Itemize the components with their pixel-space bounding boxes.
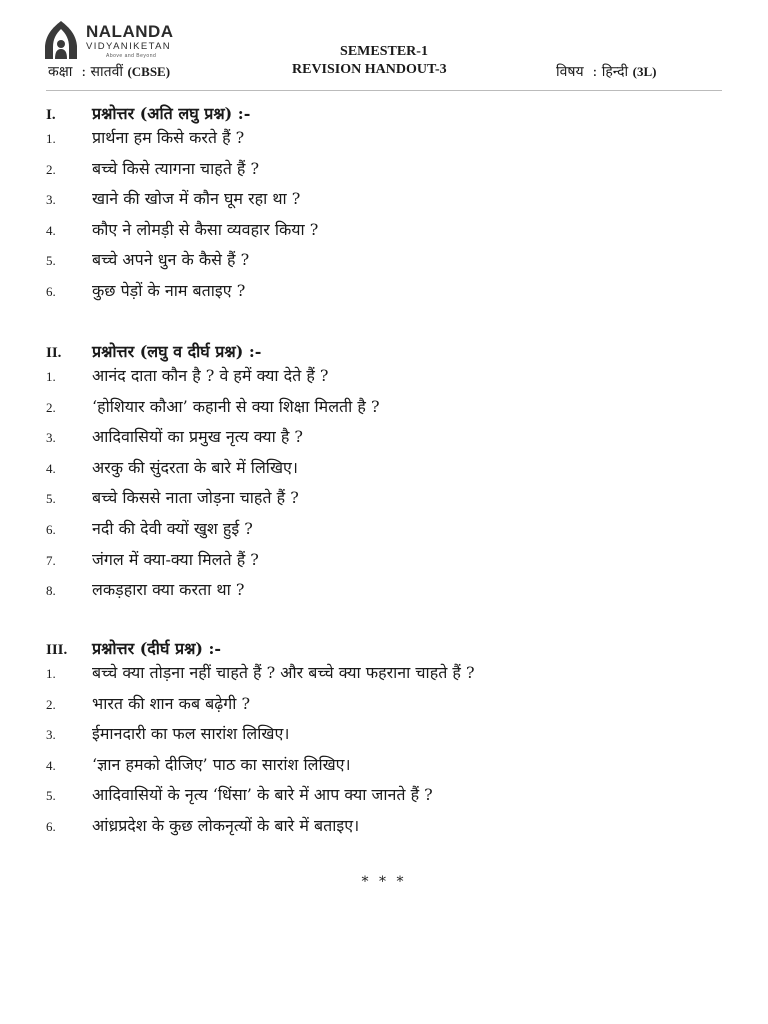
- question-item: [46, 279, 736, 310]
- question-number: 2.: [46, 161, 56, 177]
- question-text: आंध्रप्रदेश के कुछ लोकनृत्यों के बारे में बताइए।: [92, 815, 360, 835]
- question-item: [46, 578, 736, 609]
- question-text: बच्चे क्या तोड़ना नहीं चाहते हैं ? और बच्चे क्या फहराना चाहते हैं ?: [92, 663, 475, 682]
- question-number: 3.: [46, 430, 56, 446]
- question-item: [46, 548, 736, 579]
- question-item: [46, 486, 736, 517]
- semester-title: SEMESTER-1: [340, 44, 428, 59]
- question-number: 1.: [46, 666, 56, 681]
- subject-info: [556, 62, 656, 81]
- question-number: 6.: [46, 283, 56, 299]
- question-item: [46, 661, 736, 692]
- question-item: [46, 364, 736, 395]
- end-mark: * * *: [361, 874, 407, 890]
- question-item: [46, 456, 736, 487]
- question-number: 8.: [46, 583, 56, 599]
- question-number: 4.: [46, 222, 56, 238]
- question-item: [46, 425, 736, 456]
- question-number: 5.: [46, 788, 56, 804]
- question-item: [46, 783, 736, 814]
- question-number: 5.: [46, 253, 56, 269]
- question-number: 1.: [46, 131, 56, 146]
- question-text: कौए ने लोमड़ी से कैसा व्यवहार किया ?: [92, 219, 319, 239]
- question-text: लकड़हारा क्या करता था ?: [92, 580, 245, 600]
- logo-tagline: Above and Beyond: [106, 53, 157, 59]
- question-item: [46, 814, 736, 845]
- question-text: बच्चे अपने धुन के कैसे हैं ?: [92, 250, 250, 270]
- question-text: आदिवासियों का प्रमुख नृत्य क्या है ?: [92, 427, 303, 447]
- section-title: प्रश्नोत्तर (अति लघु प्रश्न) :-: [92, 104, 251, 123]
- question-text: कुछ पेड़ों के नाम बताइए ?: [92, 280, 246, 300]
- question-number: 7.: [46, 552, 56, 568]
- subject-code: (3L): [632, 64, 657, 79]
- section-2: [46, 340, 736, 609]
- board-label: (CBSE): [127, 64, 171, 79]
- question-text: भारत की शान कब बढ़ेगी ?: [92, 693, 251, 713]
- question-number: 1.: [46, 369, 56, 384]
- section-1: [46, 102, 736, 310]
- question-number: 6.: [46, 818, 56, 834]
- question-text: प्रार्थना हम किसे करते हैं ?: [92, 128, 245, 147]
- section-number: II.: [46, 345, 62, 361]
- question-item: [46, 395, 736, 426]
- section-number: I.: [46, 107, 56, 123]
- class-info: [48, 62, 170, 81]
- logo-name: NALANDA: [86, 22, 174, 41]
- question-text: खाने की खोज में कौन घूम रहा था ?: [92, 189, 301, 209]
- question-item: [46, 187, 736, 218]
- header-row: [48, 62, 728, 82]
- section-heading: [46, 102, 736, 126]
- question-text: ईमानदारी का फल सारांश लिखिए।: [92, 724, 290, 744]
- section-title: प्रश्नोत्तर (दीर्घ प्रश्न) :-: [92, 639, 222, 658]
- question-number: 3.: [46, 192, 56, 208]
- question-item: [46, 753, 736, 784]
- question-text: जंगल में क्या-क्या मिलते हैं ?: [92, 549, 259, 569]
- question-item: [46, 218, 736, 249]
- question-number: 4.: [46, 460, 56, 476]
- section-heading: [46, 637, 736, 661]
- question-number: 4.: [46, 757, 56, 773]
- question-text: अरकु की सुंदरता के बारे में लिखिए।: [92, 457, 298, 477]
- question-item: [46, 722, 736, 753]
- question-item: [46, 692, 736, 723]
- question-item: [46, 248, 736, 279]
- question-number: 3.: [46, 727, 56, 743]
- question-text: ‘होशियार कौआ’ कहानी से क्या शिक्षा मिलती है ?: [92, 396, 380, 416]
- question-text: ‘ज्ञान हमको दीजिए’ पाठ का सारांश लिखिए।: [92, 754, 351, 774]
- question-text: आदिवासियों के नृत्य ‘धिंसा’ के बारे में आप क्या जानते हैं ?: [92, 785, 433, 805]
- handout-title: REVISION HANDOUT-3: [292, 62, 447, 77]
- question-number: 5.: [46, 491, 56, 507]
- question-text: आनंद दाता कौन है ? वे हमें क्या देते हैं ?: [92, 366, 329, 385]
- class-value: : सातवीं: [81, 64, 123, 80]
- section-title: प्रश्नोत्तर (लघु व दीर्घ प्रश्न) :-: [92, 342, 262, 361]
- question-number: 6.: [46, 521, 56, 537]
- section-heading: [46, 340, 736, 364]
- question-item: [46, 126, 736, 157]
- subject-label: विषय: [556, 64, 584, 80]
- logo-subname: VIDYANIKETAN: [86, 41, 172, 52]
- section-3: [46, 637, 736, 845]
- question-text: नदी की देवी क्यों खुश हुई ?: [92, 518, 253, 538]
- question-text: बच्चे किसे त्यागना चाहते हैं ?: [92, 158, 260, 178]
- question-item: [46, 517, 736, 548]
- question-number: 2.: [46, 696, 56, 712]
- header-divider: [46, 90, 722, 91]
- subject-value: : हिन्दी: [592, 64, 629, 80]
- question-text: बच्चे किससे नाता जोड़ना चाहते हैं ?: [92, 488, 299, 508]
- question-item: [46, 157, 736, 188]
- class-label: कक्षा: [48, 64, 73, 80]
- question-number: 2.: [46, 399, 56, 415]
- section-number: III.: [46, 642, 68, 658]
